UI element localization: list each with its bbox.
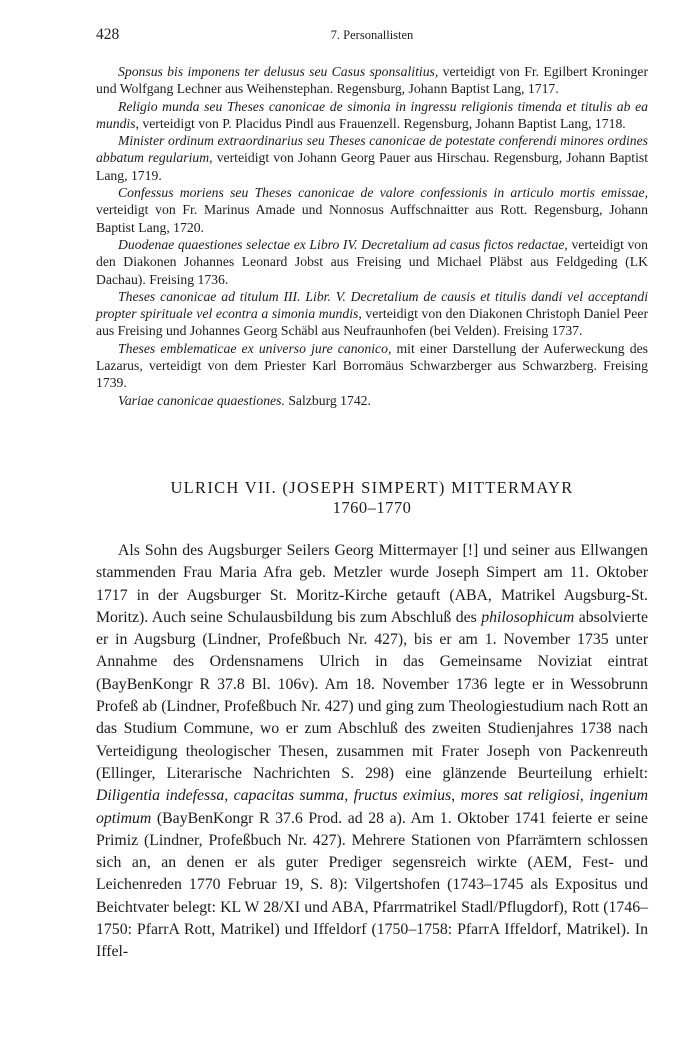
abbot-name: ULRICH VII. (JOSEPH SIMPERT) MITTERMAYR — [170, 478, 574, 497]
page-number: 428 — [96, 26, 120, 43]
body-text: absolvierte er in Augsburg (Lindner, Profeßbuch Nr. 427), bis er am 1. November 1735 unter Annahme des Ordensnamens Ulrich in das Gemeinsame Noviziat eintrat (BayBenKongr R 37.8 Bl. 106v). Am 18. November 1736 legte er in Wessobrunn Profeß ab (Lindner, Profeßbuch Nr. 427) und ging zum Theologiestudium nach Rott an das Studium Commune, wo er zum Abschluß des zweiten Studienjahres 1738 nach Verteidigung theologischer Thesen, zusammen mit Frater Joseph von Packenreuth (Ellinger, Literarische Nachrichten S. 298) eine glänzende Beurteilung erhielt: — [96, 608, 648, 782]
biography-text — [96, 540, 648, 964]
work-details: verteidigt von den Diakonen Johannes Leonard Jobst aus Freising und Michael Pläbst aus Feldgeding (LK Dachau). Freising 1736. — [96, 236, 648, 287]
work-title: Confessus moriens seu Theses canonicae de valore confessionis in articulo mortis emissae, — [118, 185, 648, 201]
work-details: verteidigt von Fr. Marinus Amade und Nonnosus Auffschnaitter aus Rott. Regensburg, Johann Baptist Lang, 1720. — [96, 202, 648, 235]
work-title: Variae canonicae quaestiones. — [118, 392, 285, 408]
work-details: verteidigt von den Diakonen Christoph Daniel Peer aus Freising und Johannes Georg Schäbl aus Neufraunhofen (bei Velden). Freising 1737. — [96, 306, 648, 339]
body-text: Als Sohn des Augsburger Seilers Georg Mittermayer [!] und seiner aus Ellwangen stammenden Frau Maria Afra geb. Metzler wurde Joseph Simpert am 11. Oktober 1717 in der Augsburger St. Moritz-Kirche getauft (ABA, Matrikel Augsburg-St. Moritz). Auch seine Schulausbildung bis zum Abschluß des — [96, 542, 648, 626]
work-title: Theses canonicae ad titulum III. Libr. V. Decretalium de causis et titulis dandi vel acceptandi propter spirituale vel econtra a simonia mundis, — [96, 288, 648, 322]
work-details: verteidigt von Johann Georg Pauer aus Hirschau. Regensburg, Johann Baptist Lang, 1719. — [96, 150, 649, 183]
work-title: Sponsus bis imponens ter delusus seu Casus sponsalitius, — [118, 64, 439, 79]
bibliography-entry — [96, 63, 648, 98]
work-title: Theses emblematicae ex universo jure canonico, — [118, 340, 392, 356]
latin-term: philosophicum — [481, 608, 575, 626]
tenure-years: 1760–1770 — [332, 498, 412, 517]
biography-paragraph — [96, 540, 648, 964]
section-heading — [96, 478, 648, 518]
work-title: Minister ordinum extraordinarius seu Theses canonicae de potestate conferendi minores ordines abbatum regularium, — [96, 133, 648, 166]
bibliography-entry — [96, 98, 648, 133]
work-details: mit einer Darstellung der Auferweckung des Lazarus, verteidigt von dem Priester Karl Borromäus Schwarzberger aus Schwarzberg. Freising 1739. — [96, 340, 648, 391]
bibliography-list — [96, 63, 648, 409]
work-details: verteidigt von P. Placidus Pindl aus Frauenzell. Regensburg, Johann Baptist Lang, 1718. — [138, 115, 626, 131]
latin-quote: Diligentia indefessa, capacitas summa, fructus eximius, mores sat religiosi, ingenium optimum — [96, 787, 648, 827]
work-title: Duodenae quaestiones selectae ex Libro IV. Decretalium ad casus fictos redactae, — [118, 236, 568, 252]
bibliography-entry — [96, 132, 648, 184]
bibliography-entry — [96, 340, 648, 392]
work-details: verteidigt von Fr. Egilbert Kroninger und Wolfgang Lechner aus Weihenstephan. Regensburg, Johann Baptist Lang, 1717. — [96, 64, 649, 97]
bibliography-entry — [96, 236, 648, 288]
running-title: 7. Personallisten — [330, 28, 414, 42]
body-text: (BayBenKongr R 37.6 Prod. ad 28 a). Am 1. Oktober 1741 feierte er seine Primiz (Lindner, Profeßbuch Nr. 427). Mehrere Stationen von Pfarrämtern schlossen sich an, an denen er als guter Prediger segensreich wirkte (AEM, Fest- und Leichenreden 1770 Februar 19, S. 8): Vilgertshofen (1743–1745 als Expositus und Beichtvater belegt: KL W 28/XI und ABA, Pfarrmatrikel Stadl/Pflugdorf), Rott (1746–1750: PfarrA Rott, Matrikel) und Iffeldorf (1750–1758: PfarrA Iffeldorf, Matrikel). In Iffel- — [96, 809, 648, 961]
page-header — [96, 26, 648, 50]
bibliography-entry — [96, 392, 648, 409]
work-title: Religio munda seu Theses canonicae de simonia in ingressu religionis timenda et titulis ab ea mundis, — [96, 98, 648, 131]
bibliography-entry — [96, 288, 648, 340]
bibliography-entry — [96, 184, 648, 236]
work-details: Salzburg 1742. — [284, 392, 371, 408]
